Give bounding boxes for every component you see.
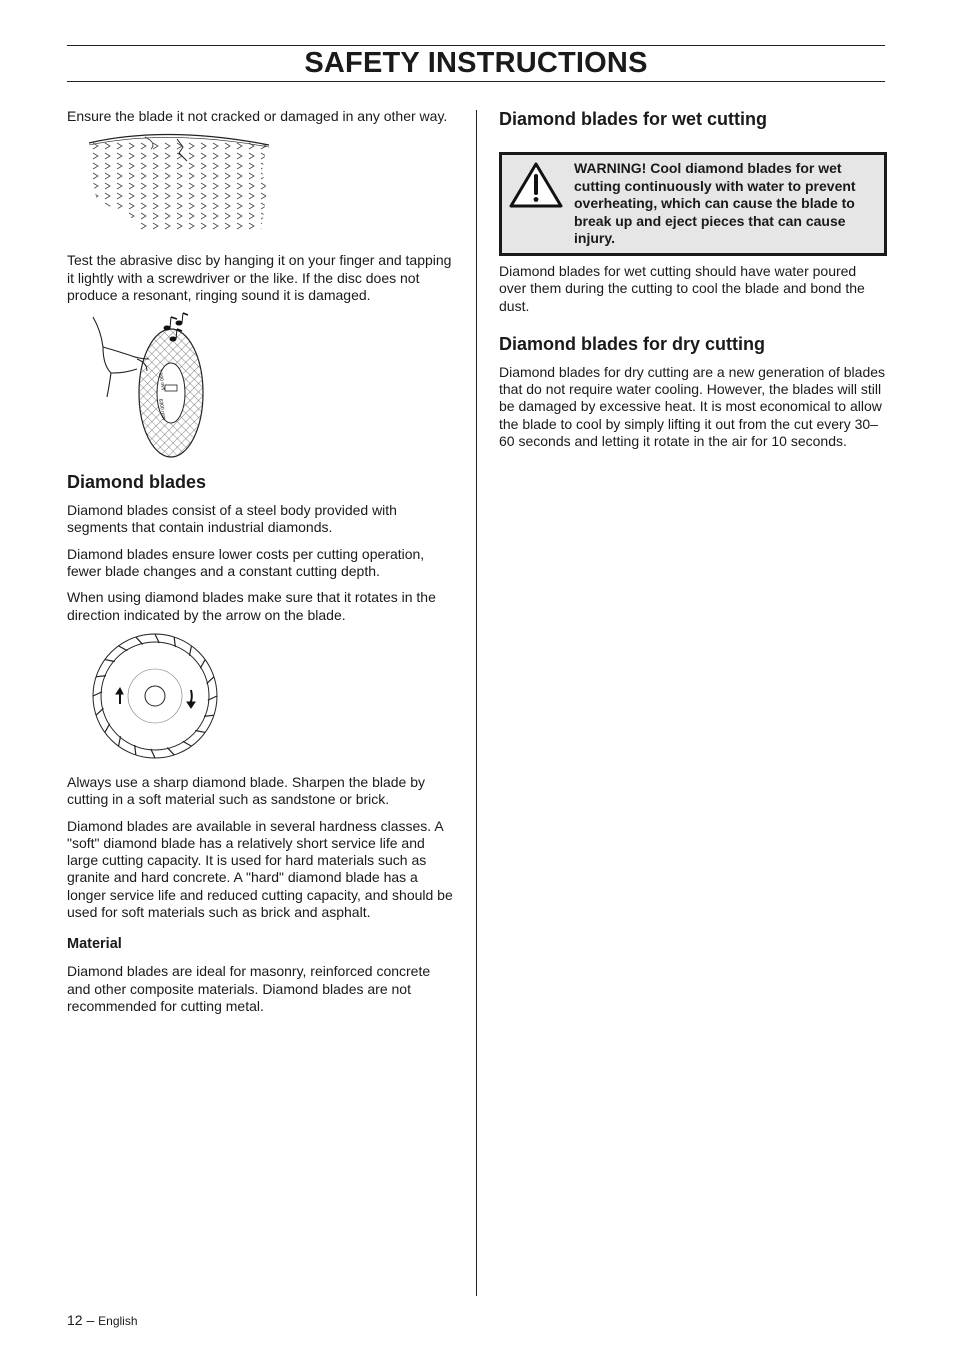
heading-diamond-blades: Diamond blades — [67, 472, 207, 493]
disc-speed-label: 100 m/s — [157, 372, 167, 392]
disc-rpm-label: 6300 rpm — [157, 398, 167, 421]
paragraph-ring-test: Test the abrasive disc by hanging it on your finger and tapping it lightly with a screwdriver or the like. If the disc does not produce a resonant, ringing sound it is damaged. — [67, 252, 452, 303]
page-title: SAFETY INSTRUCTIONS — [304, 47, 648, 79]
paragraph-wet-cutting: Diamond blades for wet cutting should have water poured over them during the cutting to cool the blade and bond the dust. — [499, 263, 865, 314]
paragraph-diamond-5: Diamond blades are available in several hardness classes. A "soft" diamond blade has a relatively short service life and large cutting capacity. It is used for hard materials such as granite and hard concrete. A "hard" diamond blade has a longer service life and reduced cutting capacity, and should be used for soft materials such as brick and asphalt. — [67, 817, 453, 921]
paragraph-diamond-3: When using diamond blades make sure that it rotates in the direction indicated by the arrow on the blade. — [67, 589, 436, 623]
heading-dry-cutting: Diamond blades for dry cutting — [499, 333, 766, 354]
left-column — [67, 108, 457, 1024]
page-number: 12 – — [67, 1312, 95, 1328]
column-divider — [476, 110, 477, 1296]
paragraph-diamond-2: Diamond blades ensure lower costs per cutting operation, fewer blade changes and a constant cutting depth. — [67, 545, 425, 580]
warning-triangle-icon — [508, 160, 564, 210]
footer-language: English — [98, 1314, 138, 1328]
paragraph-blade-cracked: Ensure the blade it not cracked or damaged in any other way. — [67, 108, 448, 124]
page-footer — [67, 1312, 138, 1328]
paragraph-diamond-1: Diamond blades consist of a steel body provided with segments that contain industrial diamonds. — [67, 502, 397, 536]
header-rule-bottom — [67, 81, 885, 82]
right-column — [499, 108, 887, 459]
cracked-blade-illustration — [67, 131, 277, 241]
diamond-blade-rotation-illustration — [87, 628, 247, 764]
warning-box — [499, 152, 887, 256]
heading-material: Material — [67, 936, 122, 953]
ring-test-illustration — [67, 311, 217, 461]
paragraph-dry-cutting: Diamond blades for dry cutting are a new generation of blades that do not require water cooling. However, the blades will still be damaged by excessive heat. It is most economical to allow the blade to cool by simply lifting it out from the cut every 30–60 seconds and letting it rotate in the air for 10 seconds. — [499, 363, 886, 450]
heading-wet-cutting: Diamond blades for wet cutting — [499, 109, 768, 129]
paragraph-material: Diamond blades are ideal for masonry, reinforced concrete and other composite materials. Diamond blades are not recommended for cutting metal. — [67, 963, 431, 1014]
warning-text: WARNING! Cool diamond blades for wet cutting continuously with water to prevent overheating, which can cause the blade to break up and eject pieces that can cause injury. — [574, 160, 856, 246]
paragraph-diamond-4: Always use a sharp diamond blade. Sharpen the blade by cutting in a soft material such as sandstone or brick. — [67, 773, 426, 808]
